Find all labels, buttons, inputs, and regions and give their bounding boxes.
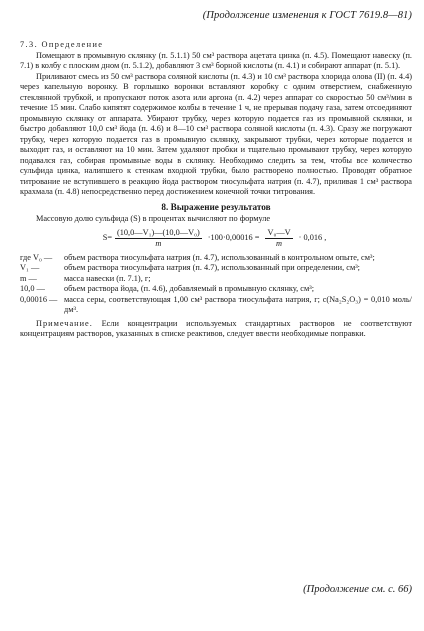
note-text: Если концентрации используемых стандартных растворов не соответствуют концентрациям растворов, указанных в списке реактивов, следует ввести необходимые поправки. [20, 318, 412, 338]
definition-text: масса серы, соответствующая 1,00 см³ раствора тиосульфата натрия, г; c(Na₂S₂O₃) = 0,010 моль/дм³. [64, 294, 412, 314]
formula-lhs: S= [102, 233, 112, 243]
sulfide-formula [20, 227, 412, 251]
section-7-3-paragraph-1: Помещают в промывную склянку (п. 5.1.1) 50 см³ раствора ацетата цинка (п. 4.5). Помещают навеску (п. 7.1) в колбу с плоским дном (п. 5.1.2), добавляют 3 см³ борной кислоты (п. 4.1) и собирают аппарат (п. 5.1). [20, 50, 412, 70]
definition-row [20, 274, 412, 285]
definition-symbol: 10,0 — [20, 284, 45, 293]
definition-symbol: m — [20, 273, 37, 283]
section-8-title: 8. Выражение результатов [161, 201, 271, 212]
document-body [20, 40, 412, 340]
formula-fraction-2 [265, 228, 292, 249]
formula-numerator-2: V₀—V [267, 228, 291, 237]
definition-text: объем раствора тиосульфата натрия (п. 4.7), использованный при определении, см³; [64, 263, 360, 272]
formula-fraction-1 [115, 228, 202, 249]
formula-tail: · 0,016 , [298, 233, 327, 243]
section-7-3-paragraph-2: Приливают смесь из 50 см³ раствора соляной кислоты (п. 4.3) и 10 см³ раствора хлорида олова (II) (п. 4.4) через капельную воронку. В горлышко воронки вставляют коробку с одним отверстием, снабженную стеклянной трубкой, и пропускают поток азота или аргона (п. 4.2) через аппарат со скоростью 50 см³/мин в течение 15 мин. Слабо кипятят содержимое колбы в течение 1 ч, не прерывая подачу газа, затем отсоединяют промывную склянку от аппарата. Убирают трубку, через которую подается газ из промывной склянки, и быстро добавляют 10,0 см³ йода (п. 4.6) и 8—10 см³ раствора соляной кислоты (п. 4.3). Сразу же погружают трубку, через которую подается газ в промывную склянку, закрывают трубки, через которые подается и выходит газ, и оставляют на 10 мин. Затем удаляют пробки и тщательно промывают трубку, через которую подавался газ, собирая промывные воды в склянку. Необходимо следить за тем, чтобы все количество сульфида цинка, налипшего к стенкам входной трубки, было растворено полностью. Проводят обратное титрование не вступившего в реакцию йода раствором тиосульфата натрия (п. 4.7), приливая 1 см³ раствора крахмала (п. 4.8) непосредственно перед достижением конечной точки титрования. [20, 71, 412, 196]
definition-text: объем раствора тиосульфата натрия (п. 4.7), использованный в контрольном опыте, см³; [64, 252, 375, 262]
formula-denominator-2: m [276, 239, 283, 248]
formula-multiplier: ·100·0,00016 = [207, 233, 260, 243]
definition-row [20, 263, 412, 274]
note-paragraph [20, 319, 412, 340]
definition-text: объем раствора йода, (п. 4.6), добавляемый в промывную склянку, см³; [64, 284, 314, 293]
definition-symbol: где V₀ — [20, 252, 53, 262]
formula-definitions [20, 253, 412, 316]
formula-intro: Массовую долю сульфида (S) в процентах вычисляют по формуле [36, 214, 271, 223]
formula-numerator-1: (10,0—V₁)—(10,0—V₀) [117, 228, 200, 237]
definition-text: масса навески (п. 7.1), г; [64, 273, 151, 283]
note-label: Примечание. [36, 318, 93, 328]
definition-symbol: 0,00016 — [20, 294, 58, 304]
page-footer: (Продолжение см. с. 66) [303, 584, 412, 595]
page-header: (Продолжение изменения к ГОСТ 7619.8—81) [202, 10, 412, 21]
formula-denominator-1: m [155, 239, 162, 248]
definition-row [20, 253, 412, 264]
section-7-3-heading: 7.3. Определение [20, 40, 104, 49]
definition-symbol: V₁ — [20, 263, 40, 272]
definition-row [20, 295, 412, 316]
definition-row [20, 284, 412, 295]
